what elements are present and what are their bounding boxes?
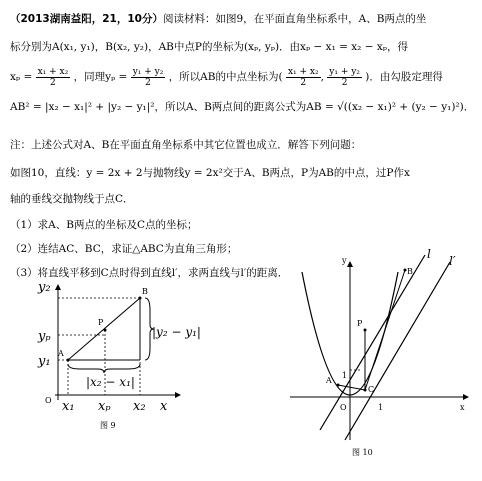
fig9-x1-label: x₁ bbox=[62, 399, 75, 414]
fig10-point-p: P bbox=[357, 319, 363, 328]
fraction-yp: $\frac{\text{y₁ + y₂}}{2}$ bbox=[132, 66, 164, 88]
fig10-line-l bbox=[320, 255, 425, 430]
fig9-y2-label: y₂ bbox=[38, 280, 51, 295]
yp-equals: ，同理yₚ = bbox=[73, 71, 131, 83]
problem-intro: 阅读材料：如图9，在平面直角坐标系中，A、B两点的坐 bbox=[162, 13, 427, 25]
fig9-x2-label: x₂ bbox=[133, 399, 146, 414]
fig10-point-c: C bbox=[368, 385, 375, 394]
problem-line-2: 标分别为A(x₁, y₁)，B(x₂, y₂)，AB中点P的坐标为(xₚ, yₚ)．由xₚ − x₁ = x₂ − xₚ，得 bbox=[10, 41, 408, 53]
problem-line-3: xₚ = $\frac{\text{x₁ + x₂}}{2}$ ，同理yₚ = $\frac{\text{y₁ + y₂}}{2}$ ，所以AB的中点坐标为( $\frac{\text{x₁ + x₂}}{2}$ , $\frac{\text{y₁ + y₂}}{2}$ )．由勾股定理得 bbox=[10, 66, 443, 88]
question-2: （2）连结AC、BC，求证△ABC为直角三角形； bbox=[10, 243, 238, 255]
fraction-xp: $\frac{\text{x₁ + x₂}}{2}$ bbox=[37, 66, 69, 88]
fraction-mid-x: $\frac{\text{x₁ + x₂}}{2}$ bbox=[287, 66, 319, 88]
fig9-point-a: A bbox=[58, 349, 64, 358]
fig9-caption: 图 9 bbox=[100, 421, 116, 430]
xp-equals: xₚ = bbox=[10, 71, 36, 83]
fig9-dy-label: |y₂ − y₁| bbox=[152, 325, 201, 339]
fig9-y1-label: y₁ bbox=[38, 354, 51, 369]
fig10-x-label: x bbox=[460, 403, 465, 412]
fig9-origin: O bbox=[45, 396, 52, 405]
fraction-mid-y: $\frac{\text{y₁ + y₂}}{2}$ bbox=[329, 66, 360, 88]
midpoint-text: ，所以AB的中点坐标为( bbox=[168, 71, 283, 83]
fig10-point-a: A bbox=[326, 376, 332, 385]
question-intro: 如图10，直线：y = 2x + 2与抛物线y = 2x²交于A、B两点，P为AB的中点，过P作x bbox=[10, 167, 410, 179]
question-3: （3）将直线平移到C点时得到直线l′，求两直线与l′的距离． bbox=[10, 267, 289, 279]
fig9-yp-label: yₚ bbox=[38, 329, 51, 344]
fig10-caption: 图 10 bbox=[352, 448, 373, 457]
figure-10 bbox=[290, 247, 468, 457]
note-line: 注：上述公式对A、B在平面直角坐标系中其它位置也成立．解答下列问题： bbox=[10, 139, 362, 151]
fig10-y-label: y bbox=[342, 256, 347, 265]
fig10-one-y: 1 bbox=[342, 371, 348, 380]
pythagoras-text: )．由勾股定理得 bbox=[365, 71, 443, 83]
fig10-origin: O bbox=[340, 403, 347, 412]
fig9-point-b: B bbox=[142, 287, 148, 296]
fig9-point-p: P bbox=[98, 318, 104, 327]
fig9-x-axis-label: x bbox=[160, 399, 168, 414]
fig10-line-lprime bbox=[345, 262, 450, 440]
fig9-dx-label: |x₂ − x₁| bbox=[86, 375, 135, 389]
fig9-xp-label: xₚ bbox=[98, 399, 111, 414]
fig10-one-x: 1 bbox=[378, 403, 384, 412]
problem-source: （2013湖南益阳，21，10分） bbox=[10, 13, 163, 25]
fig10-point-b: B bbox=[407, 267, 413, 276]
problem-line-4: AB² = |x₂ − x₁|² + |y₂ − y₁|²，所以A、B两点间的距离公式为AB = √((x₂ − x₁)² + (y₂ − y₁)²)． bbox=[10, 101, 475, 113]
question-intro-2: 轴的垂线交抛物线于点C． bbox=[10, 193, 134, 205]
fig10-label-lprime: l′ bbox=[449, 254, 456, 268]
question-1: （1）求A、B两点的坐标及C点的坐标； bbox=[10, 219, 198, 231]
fig10-label-l: l bbox=[427, 247, 431, 261]
